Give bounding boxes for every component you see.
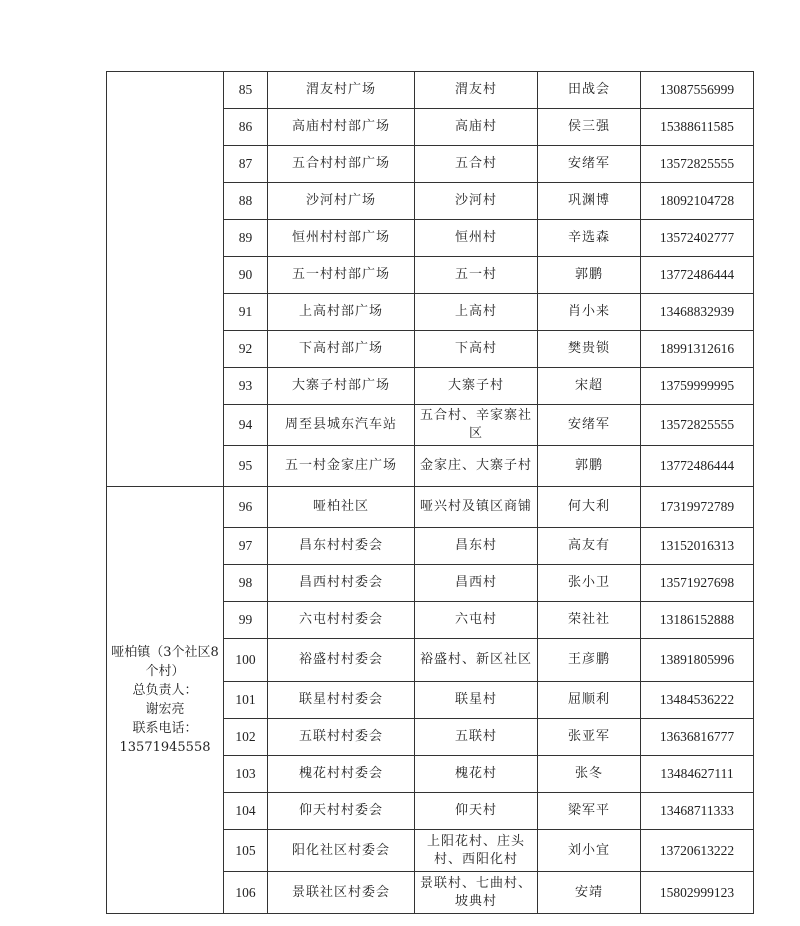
phone-number: 13087556999 xyxy=(641,72,754,109)
contact-person: 安靖 xyxy=(538,872,641,914)
village-area: 高庙村 xyxy=(415,109,538,146)
phone-number: 13572825555 xyxy=(641,405,754,446)
contact-person: 张亚军 xyxy=(538,719,641,756)
site-name: 恒州村村部广场 xyxy=(268,220,415,257)
site-name: 哑柏社区 xyxy=(268,487,415,528)
site-name: 五合村村部广场 xyxy=(268,146,415,183)
site-name: 五联村村委会 xyxy=(268,719,415,756)
row-number: 101 xyxy=(224,682,268,719)
phone-number: 17319972789 xyxy=(641,487,754,528)
phone-number: 13152016313 xyxy=(641,528,754,565)
phone-number: 13772486444 xyxy=(641,257,754,294)
row-number: 106 xyxy=(224,872,268,914)
village-area: 下高村 xyxy=(415,331,538,368)
phone-number: 13759999995 xyxy=(641,368,754,405)
row-number: 96 xyxy=(224,487,268,528)
site-name: 昌东村村委会 xyxy=(268,528,415,565)
contact-person: 梁军平 xyxy=(538,793,641,830)
village-area: 哑兴村及镇区商铺 xyxy=(415,487,538,528)
site-name: 六屯村村委会 xyxy=(268,602,415,639)
site-name: 五一村金家庄广场 xyxy=(268,446,415,487)
site-name: 高庙村村部广场 xyxy=(268,109,415,146)
village-area: 联星村 xyxy=(415,682,538,719)
village-area: 仰天村 xyxy=(415,793,538,830)
row-number: 105 xyxy=(224,830,268,872)
contact-person: 张冬 xyxy=(538,756,641,793)
region-line: 哑柏镇（3个社区8个村） xyxy=(111,645,219,679)
village-area: 五合村 xyxy=(415,146,538,183)
village-area: 五合村、辛家寨社区 xyxy=(415,405,538,446)
village-area: 槐花村 xyxy=(415,756,538,793)
contact-person: 侯三强 xyxy=(538,109,641,146)
row-number: 85 xyxy=(224,72,268,109)
village-contact-table xyxy=(106,71,754,914)
contact-person: 刘小宜 xyxy=(538,830,641,872)
contact-person: 屈顺利 xyxy=(538,682,641,719)
region-line: 总负责人： xyxy=(132,683,198,698)
phone-number: 13636816777 xyxy=(641,719,754,756)
contact-person: 郭鹏 xyxy=(538,446,641,487)
region-line: 13571945558 xyxy=(119,740,211,755)
row-number: 86 xyxy=(224,109,268,146)
phone-number: 15802999123 xyxy=(641,872,754,914)
row-number: 103 xyxy=(224,756,268,793)
phone-number: 18991312616 xyxy=(641,331,754,368)
table-row xyxy=(107,72,754,109)
row-number: 87 xyxy=(224,146,268,183)
contact-person: 宋超 xyxy=(538,368,641,405)
row-number: 97 xyxy=(224,528,268,565)
site-name: 大寨子村部广场 xyxy=(268,368,415,405)
site-name: 阳化社区村委会 xyxy=(268,830,415,872)
phone-number: 13468832939 xyxy=(641,294,754,331)
site-name: 景联社区村委会 xyxy=(268,872,415,914)
contact-person: 何大利 xyxy=(538,487,641,528)
site-name: 周至县城东汽车站 xyxy=(268,405,415,446)
contact-person: 樊贵锁 xyxy=(538,331,641,368)
village-area: 五一村 xyxy=(415,257,538,294)
row-number: 92 xyxy=(224,331,268,368)
region-line: 联系电话： xyxy=(132,721,198,736)
site-name: 五一村村部广场 xyxy=(268,257,415,294)
contact-person: 高友有 xyxy=(538,528,641,565)
contact-person: 荣社社 xyxy=(538,602,641,639)
row-number: 100 xyxy=(224,639,268,682)
village-area: 金家庄、大寨子村 xyxy=(415,446,538,487)
site-name: 裕盛村村委会 xyxy=(268,639,415,682)
village-area: 恒州村 xyxy=(415,220,538,257)
site-name: 联星村村委会 xyxy=(268,682,415,719)
village-area: 昌东村 xyxy=(415,528,538,565)
row-number: 94 xyxy=(224,405,268,446)
row-number: 98 xyxy=(224,565,268,602)
village-area: 景联村、七曲村、坡典村 xyxy=(415,872,538,914)
phone-number: 15388611585 xyxy=(641,109,754,146)
phone-number: 13572402777 xyxy=(641,220,754,257)
site-name: 槐花村村委会 xyxy=(268,756,415,793)
phone-number: 13720613222 xyxy=(641,830,754,872)
region-cell xyxy=(107,72,224,487)
phone-number: 13186152888 xyxy=(641,602,754,639)
contact-person: 巩渊博 xyxy=(538,183,641,220)
village-area: 沙河村 xyxy=(415,183,538,220)
village-area: 六屯村 xyxy=(415,602,538,639)
phone-number: 13484536222 xyxy=(641,682,754,719)
phone-number: 13572825555 xyxy=(641,146,754,183)
table-body xyxy=(107,72,754,914)
contact-person: 张小卫 xyxy=(538,565,641,602)
phone-number: 13468711333 xyxy=(641,793,754,830)
phone-number: 13772486444 xyxy=(641,446,754,487)
row-number: 93 xyxy=(224,368,268,405)
contact-person: 王彦鹏 xyxy=(538,639,641,682)
village-area: 昌西村 xyxy=(415,565,538,602)
phone-number: 18092104728 xyxy=(641,183,754,220)
row-number: 89 xyxy=(224,220,268,257)
village-area: 上高村 xyxy=(415,294,538,331)
phone-number: 13484627111 xyxy=(641,756,754,793)
site-name: 下高村部广场 xyxy=(268,331,415,368)
contact-person: 安绪军 xyxy=(538,146,641,183)
row-number: 95 xyxy=(224,446,268,487)
village-area: 渭友村 xyxy=(415,72,538,109)
contact-person: 郭鹏 xyxy=(538,257,641,294)
site-name: 沙河村广场 xyxy=(268,183,415,220)
site-name: 昌西村村委会 xyxy=(268,565,415,602)
row-number: 104 xyxy=(224,793,268,830)
row-number: 99 xyxy=(224,602,268,639)
site-name: 渭友村广场 xyxy=(268,72,415,109)
site-name: 上高村部广场 xyxy=(268,294,415,331)
row-number: 90 xyxy=(224,257,268,294)
phone-number: 13891805996 xyxy=(641,639,754,682)
row-number: 102 xyxy=(224,719,268,756)
contact-person: 安绪军 xyxy=(538,405,641,446)
village-area: 五联村 xyxy=(415,719,538,756)
village-area: 上阳花村、庄头村、西阳化村 xyxy=(415,830,538,872)
contact-person: 田战会 xyxy=(538,72,641,109)
row-number: 91 xyxy=(224,294,268,331)
site-name: 仰天村村委会 xyxy=(268,793,415,830)
region-line: 谢宏亮 xyxy=(145,702,185,717)
region-cell xyxy=(107,487,224,914)
phone-number: 13571927698 xyxy=(641,565,754,602)
row-number: 88 xyxy=(224,183,268,220)
contact-person: 辛选森 xyxy=(538,220,641,257)
village-area: 大寨子村 xyxy=(415,368,538,405)
village-area: 裕盛村、新区社区 xyxy=(415,639,538,682)
table-row xyxy=(107,487,754,528)
contact-person: 肖小来 xyxy=(538,294,641,331)
